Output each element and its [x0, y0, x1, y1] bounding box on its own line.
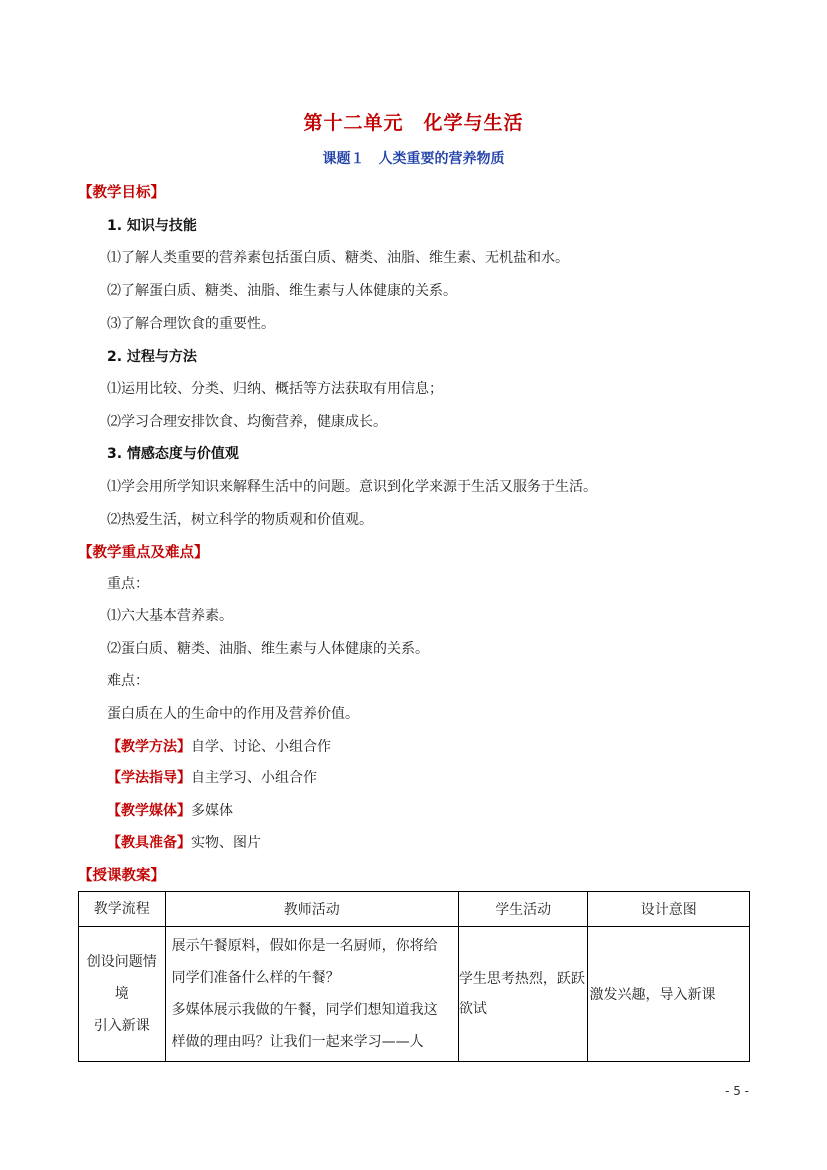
process-item: ⑵学习合理安排饮食、均衡营养，健康成长。 — [107, 414, 387, 430]
flow-line: 引入新课 — [93, 1018, 150, 1034]
emotion-item: ⑴学会用所学知识来解释生活中的问题。意识到化学来源于生活又服务于生活。 — [107, 479, 597, 495]
method-label: 【教学方法】 — [107, 739, 191, 755]
column-header: 教师活动 — [165, 892, 458, 927]
key-points-heading: 【教学重点及难点】 — [78, 545, 209, 561]
key-label: 重点： — [107, 576, 149, 592]
knowledge-item: ⑵了解蛋白质、糖类、油脂、维生素与人体健康的关系。 — [107, 283, 457, 299]
plan-heading: 【授课教案】 — [78, 868, 165, 884]
key-item: ⑴六大基本营养素。 — [107, 608, 233, 624]
table-row — [79, 927, 750, 1062]
method-row — [107, 800, 233, 820]
method-value: 实物、图片 — [191, 835, 261, 851]
student-line: 学生思考热烈，跃跃 — [458, 971, 585, 987]
page-number: - 5 - — [725, 1084, 749, 1098]
process-title: 2. 过程与方法 — [107, 349, 197, 365]
teacher-line: 多媒体展示我做的午餐，同学们想知道我这 — [171, 1002, 438, 1018]
process-item: ⑴运用比较、分类、归纳、概括等方法获取有用信息； — [107, 381, 443, 397]
method-label: 【教具准备】 — [107, 835, 191, 851]
student-activity-cell — [458, 927, 588, 1062]
design-intent-cell: 激发兴趣，导入新课 — [588, 927, 750, 1062]
method-row — [107, 767, 317, 787]
column-header: 学生活动 — [458, 892, 588, 927]
difficult-label: 难点： — [107, 673, 149, 689]
teacher-line: 样做的理由吗？让我们一起来学习——人 — [171, 1034, 424, 1050]
column-header: 教学流程 — [79, 892, 166, 927]
knowledge-title: 1. 知识与技能 — [107, 218, 197, 234]
objectives-heading: 【教学目标】 — [78, 185, 165, 201]
column-header: 设计意图 — [588, 892, 750, 927]
method-row — [107, 832, 261, 852]
teacher-line: 展示午餐原料，假如你是一名厨师，你将给 — [171, 938, 438, 954]
knowledge-item: ⑶了解合理饮食的重要性。 — [107, 316, 275, 332]
flow-line: 境 — [114, 986, 129, 1002]
method-value: 多媒体 — [191, 803, 233, 819]
method-label: 【教学媒体】 — [107, 803, 191, 819]
emotion-title: 3. 情感态度与价值观 — [107, 446, 239, 462]
key-item: ⑵蛋白质、糖类、油脂、维生素与人体健康的关系。 — [107, 641, 429, 657]
student-line: 欲试 — [458, 1001, 487, 1017]
method-label: 【学法指导】 — [107, 770, 191, 786]
method-value: 自学、讨论、小组合作 — [191, 739, 331, 755]
flow-cell — [79, 927, 166, 1062]
lesson-subtitle: 课题１ 人类重要的营养物质 — [322, 151, 505, 167]
lesson-plan-table — [78, 891, 750, 1062]
page-title: 第十二单元 化学与生活 — [303, 112, 524, 134]
teacher-activity-cell — [165, 927, 458, 1062]
emotion-item: ⑵热爱生活，树立科学的物质观和价值观。 — [107, 512, 373, 528]
teacher-line: 同学们准备什么样的午餐？ — [171, 970, 340, 986]
table-header-row — [79, 892, 750, 927]
method-value: 自主学习、小组合作 — [191, 770, 317, 786]
difficult-text: 蛋白质在人的生命中的作用及营养价值。 — [107, 706, 359, 722]
knowledge-item: ⑴了解人类重要的营养素包括蛋白质、糖类、油脂、维生素、无机盐和水。 — [107, 250, 569, 266]
flow-line: 创设问题情 — [86, 954, 157, 970]
method-row — [107, 736, 331, 756]
